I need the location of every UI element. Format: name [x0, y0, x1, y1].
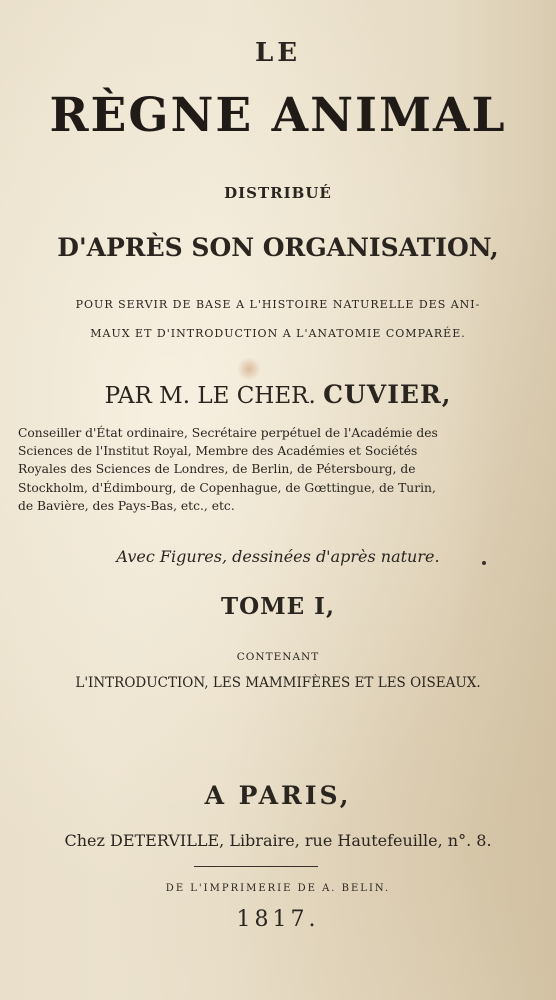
- title-article: LE: [254, 38, 302, 68]
- purpose-line-1: POUR SERVIR DE BASE A L'HISTOIRE NATURELLE DES ANI-: [75, 298, 481, 311]
- author-name: CUVIER,: [323, 380, 452, 409]
- credentials-line: de Bavière, des Pays-Bas, etc., etc.: [18, 498, 235, 513]
- ink-dot: [482, 561, 486, 565]
- main-title: RÈGNE ANIMAL: [49, 88, 507, 143]
- imprint-printer: DE L'IMPRIMERIE DE A. BELIN.: [165, 883, 391, 894]
- volume-contents: L'INTRODUCTION, LES MAMMIFÈRES ET LES OISEAUX.: [75, 675, 481, 691]
- author-prefix: PAR M. LE CHER.: [104, 383, 324, 409]
- foxing-stain: [236, 358, 262, 380]
- credentials-line: Royales des Sciences de Londres, de Berlin, de Pétersbourg, de: [18, 462, 416, 477]
- credentials-line: Stockholm, d'Édimbourg, de Copenhague, de Gœttingue, de Turin,: [18, 480, 436, 495]
- purpose-line-2: MAUX ET D'INTRODUCTION A L'ANATOMIE COMPARÉE.: [90, 327, 466, 340]
- author-line: [0, 380, 556, 409]
- figures-note: Avec Figures, dessinées d'après nature.: [116, 547, 440, 566]
- subtitle-organisation: D'APRÈS SON ORGANISATION,: [57, 233, 499, 262]
- imprint-year: 1817.: [236, 907, 320, 932]
- credentials-line: Conseiller d'État ordinaire, Secrétaire perpétuel de l'Académie des: [18, 426, 438, 440]
- author-credentials: [18, 424, 500, 515]
- credentials-line: Sciences de l'Institut Royal, Membre des Académies et Sociétés: [18, 444, 418, 459]
- imprint-city: A PARIS,: [204, 781, 352, 810]
- contenant-label: CONTENANT: [236, 651, 320, 663]
- imprint-publisher: Chez DETERVILLE, Libraire, rue Hautefeuille, n°. 8.: [64, 831, 492, 850]
- volume-number: TOME I,: [221, 593, 335, 620]
- subtitle-distribue: DISTRIBUÉ: [224, 184, 332, 202]
- imprint-rule: [194, 866, 318, 867]
